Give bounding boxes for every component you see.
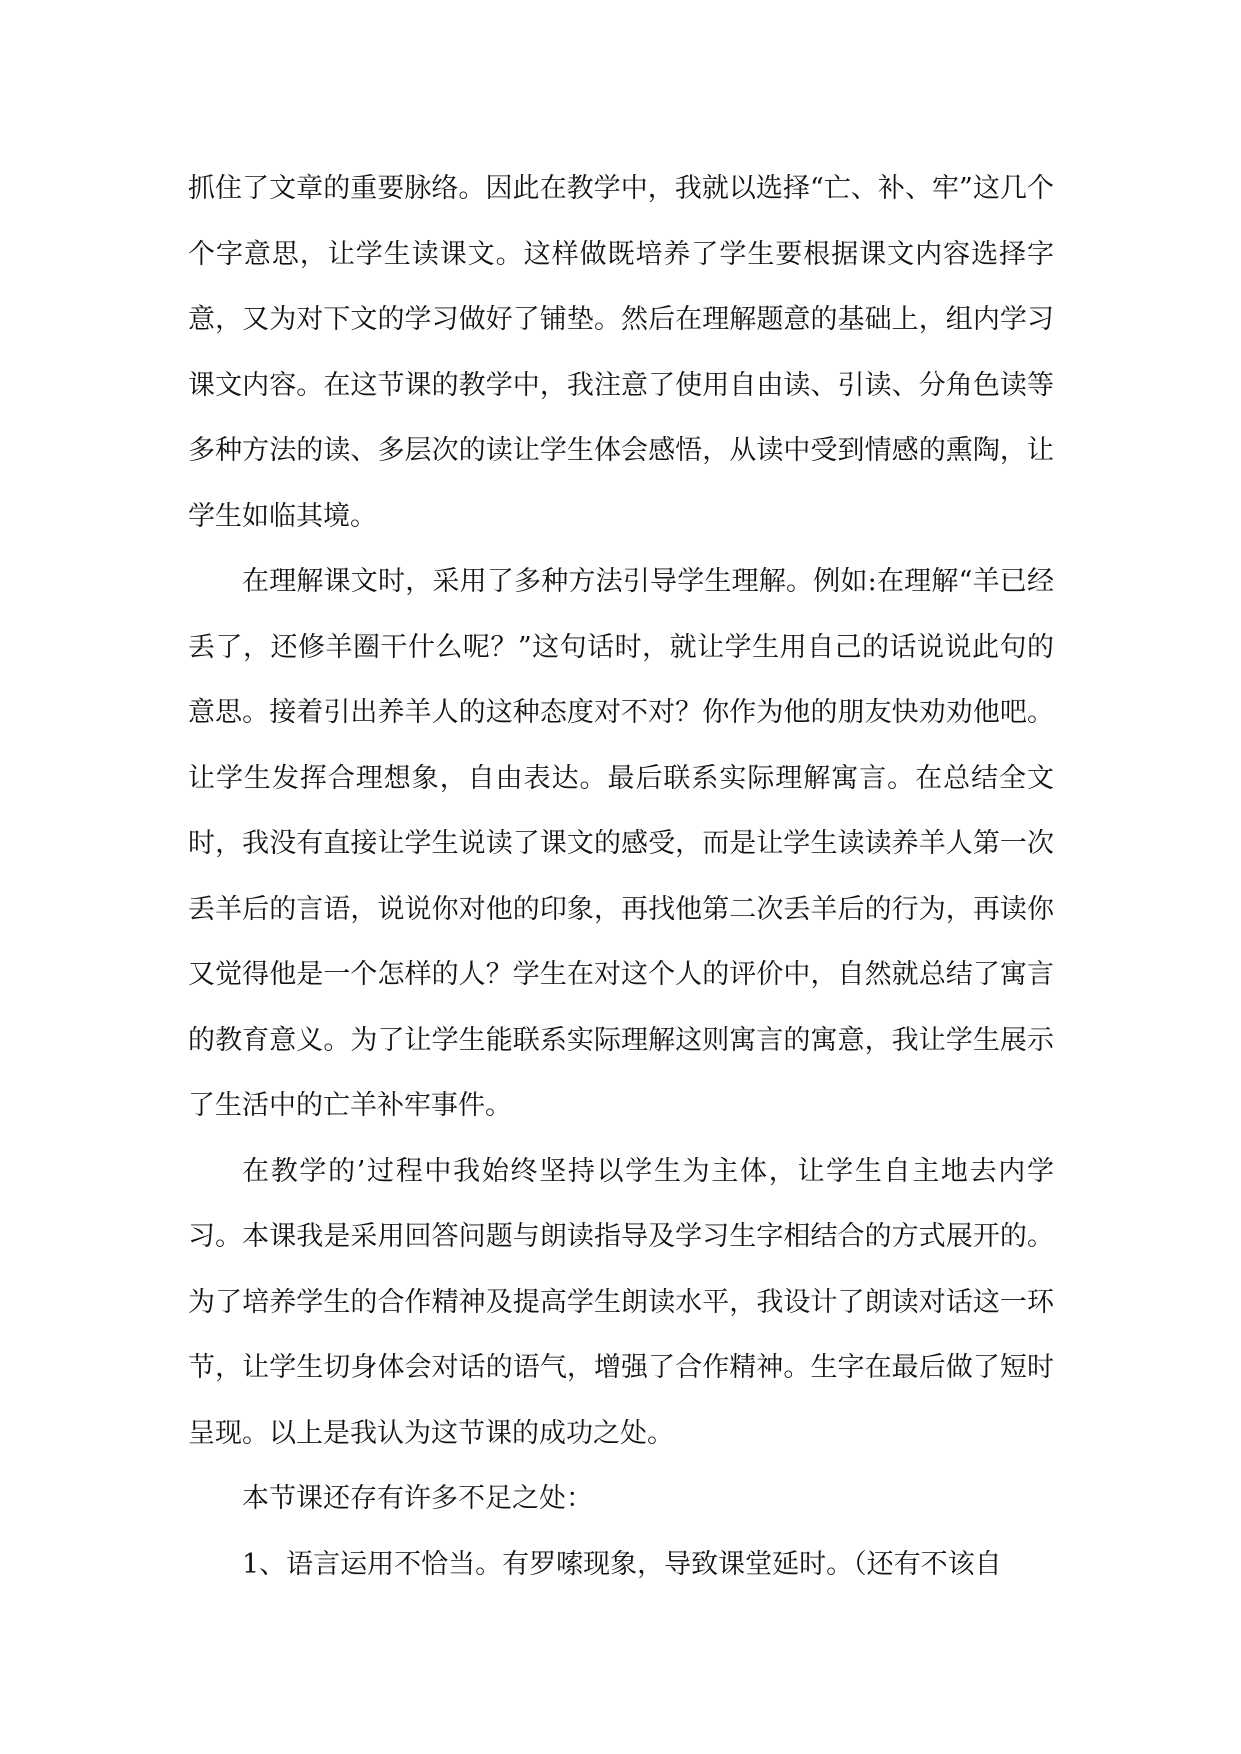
document-body	[188, 156, 1054, 1597]
paragraph-2: 在理解课文时，采用了多种方法引导学生理解。例如:在理解“羊已经丢了，还修羊圈干什么呢？”这句话时，就让学生用自己的话说说此句的意思。接着引出养羊人的这种态度对不对？你作为他的朋友快劝劝他吧。让学生发挥合理想象，自由表达。最后联系实际理解寓言。在总结全文时，我没有直接让学生说读了课文的感受，而是让学生读读养羊人第一次丢羊后的言语，说说你对他的印象，再找他第二次丢羊后的行为，再读你又觉得他是一个怎样的人？学生在对这个人的评价中，自然就总结了寓言的教育意义。为了让学生能联系实际理解这则寓言的寓意，我让学生展示了生活中的亡羊补牢事件。	[188, 566, 1054, 1121]
paragraph-1: 抓住了文章的重要脉络。因此在教学中，我就以选择“亡、补、牢”这几个个字意思，让学生读课文。这样做既培养了学生要根据课文内容选择字意，又为对下文的学习做好了铺垫。然后在理解题意的基础上，组内学习课文内容。在这节课的教学中，我注意了使用自由读、引读、分角色读等多种方法的读、多层次的读让学生体会感悟，从读中受到情感的熏陶，让学生如临其境。	[188, 173, 1054, 532]
paragraph-3: 在教学的’过程中我始终坚持以学生为主体，让学生自主地去内学习。本课我是采用回答问题与朗读指导及学习生字相结合的方式展开的。为了培养学生的合作精神及提高学生朗读水平，我设计了朗读对话这一环节，让学生切身体会对话的语气，增强了合作精神。生字在最后做了短时呈现。以上是我认为这节课的成功之处。	[188, 1155, 1054, 1449]
paragraph-4: 本节课还存有许多不足之处：	[242, 1483, 593, 1514]
paragraph-5: 1、语言运用不恰当。有罗嗦现象，导致课堂延时。（还有不该自	[242, 1548, 1002, 1580]
